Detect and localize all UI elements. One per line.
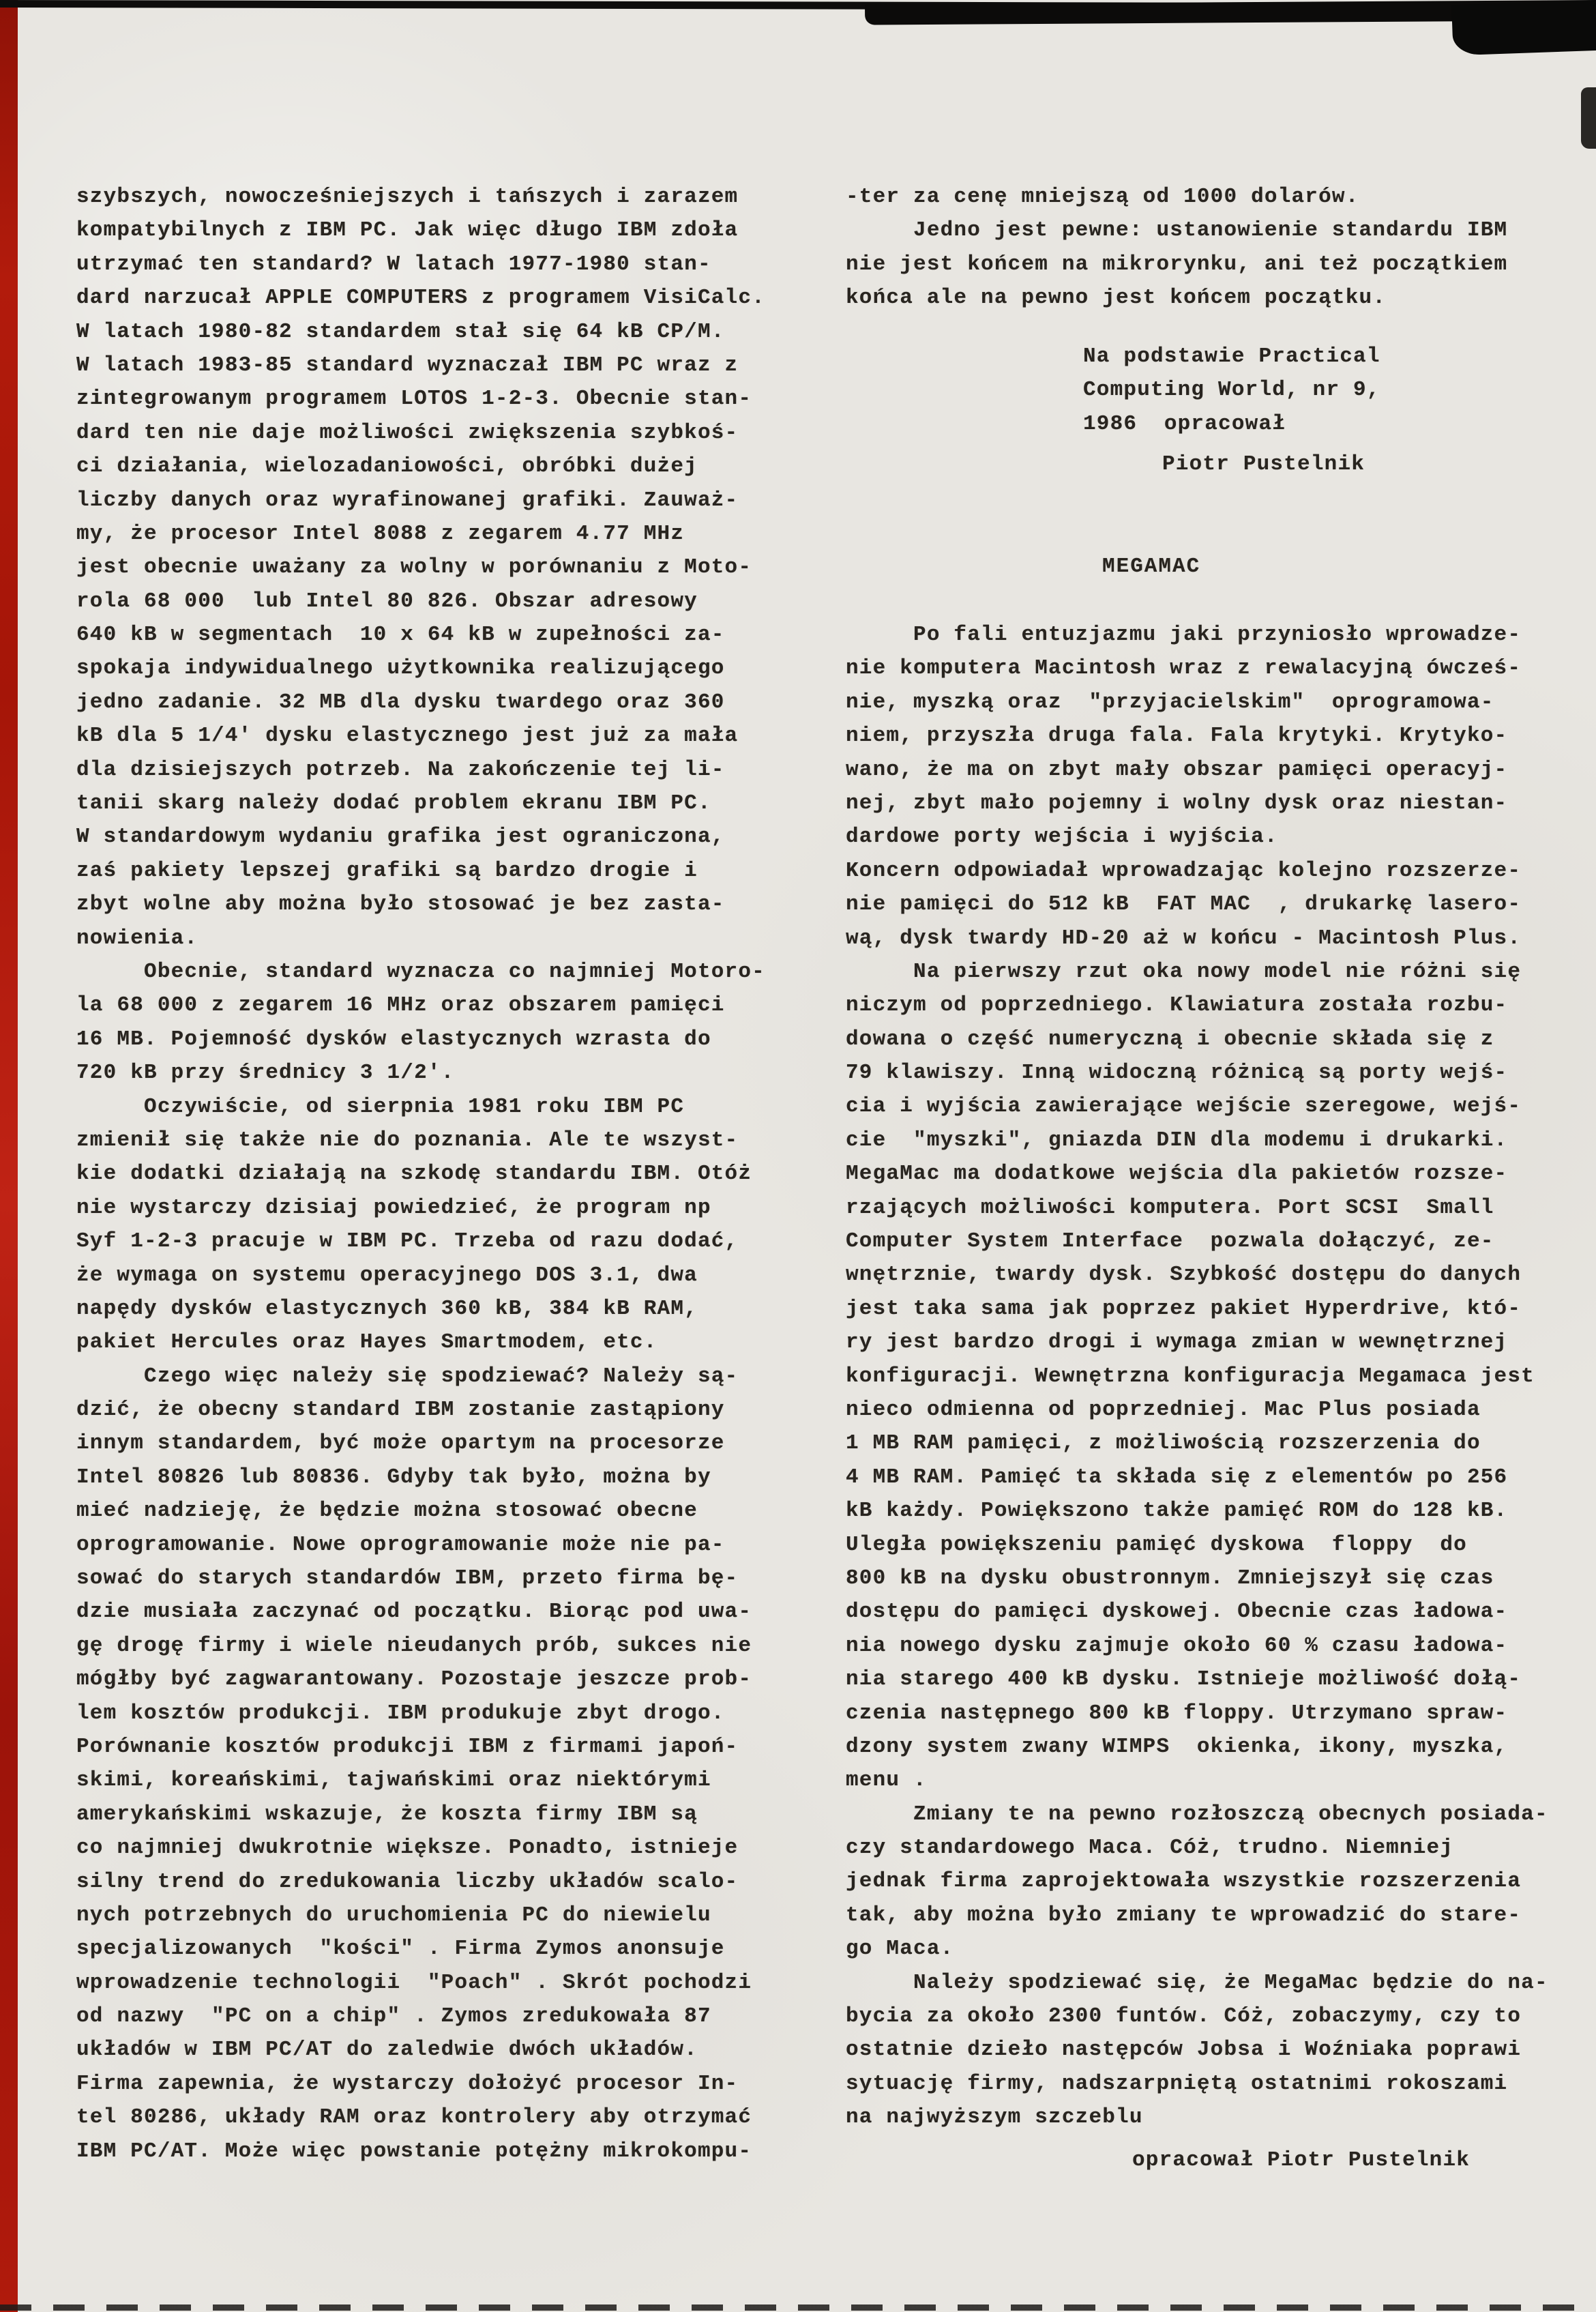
- text-line: spokaja indywidualnego użytkownika realizującego: [76, 656, 725, 681]
- text-line: W latach 1980-82 standardem stał się 64 kB CP/M.: [76, 319, 725, 344]
- text-line: że wymaga on systemu operacyjnego DOS 3.1, dwa: [76, 1263, 698, 1287]
- text-line: Koncern odpowiadał wprowadzając kolejno rozszerze-: [846, 858, 1522, 883]
- text-line: jednak firma zaprojektowała wszystkie rozszerzenia: [846, 1869, 1522, 1894]
- text-line: co najmniej dwukrotnie większe. Ponadto, istnieje: [76, 1836, 739, 1860]
- text-line: MegaMac ma dodatkowe wejścia dla pakietów rozsze-: [846, 1162, 1508, 1186]
- text-line: zintegrowanym programem LOTOS 1-2-3. Obecnie stan-: [76, 387, 752, 411]
- text-line: tak, aby można było zmiany te wprowadzić do stare-: [846, 1903, 1522, 1927]
- text-line: ry jest bardzo drogi i wymaga zmian w wewnętrznej: [846, 1330, 1508, 1355]
- text-line: układów w IBM PC/AT do zaledwie dwóch układów.: [76, 2038, 698, 2062]
- text-line: Na pierwszy rzut oka nowy model nie różni się: [846, 959, 1522, 984]
- text-line: nieco odmienna od poprzedniej. Mac Plus posiada: [846, 1397, 1481, 1422]
- text-line: innym standardem, być może opartym na procesorze: [76, 1431, 725, 1456]
- text-line: czy standardowego Maca. Cóż, trudno. Niemniej: [846, 1836, 1454, 1860]
- text-line: Computing World, nr 9,: [1083, 378, 1380, 403]
- text-line: 16 MB. Pojemność dysków elastycznych wzrasta do: [76, 1027, 711, 1051]
- text-line: pakiet Hercules oraz Hayes Smartmodem, etc.: [76, 1330, 657, 1355]
- text-line: konfiguracji. Wewnętrzna konfiguracja Megamaca jest: [846, 1364, 1535, 1388]
- text-line: zbyt wolne aby można było stosować je bez zasta-: [76, 892, 725, 917]
- text-line: jest obecnie uważany za wolny w porównaniu z Moto-: [76, 555, 752, 580]
- text-line: zmienił się także nie do poznania. Ale te wszyst-: [76, 1128, 739, 1152]
- text-line: nych potrzebnych do uruchomienia PC do niewielu: [76, 1903, 711, 1927]
- text-line: wnętrznie, twardy dysk. Szybkość dostępu do danych: [846, 1263, 1522, 1287]
- text-line: kie dodatki działają na szkodę standardu IBM. Otóż: [76, 1162, 752, 1186]
- text-line: 1986 opracował: [1083, 411, 1286, 436]
- text-line: rzających możliwości komputera. Port SCSI Small: [846, 1195, 1494, 1220]
- text-line: szybszych, nowocześniejszych i tańszych i zarazem: [76, 185, 739, 209]
- closing-credit: opracował Piotr Pustelnik: [1132, 2148, 1471, 2172]
- text-line: ci działania, wielozadaniowości, obróbki dużej: [76, 454, 698, 479]
- article-title: MEGAMAC: [1102, 555, 1201, 579]
- scanner-bottom-perforation: [0, 2304, 1596, 2311]
- text-line: nie, myszką oraz "przyjacielskim" oprogramowa-: [846, 690, 1494, 714]
- text-line: Jedno jest pewne: ustanowienie standardu IBM: [846, 218, 1508, 243]
- text-line: nowienia.: [76, 926, 198, 950]
- text-line: Na podstawie Practical: [1083, 345, 1380, 368]
- text-line: 640 kB w segmentach 10 x 64 kB w zupełności za-: [76, 623, 725, 647]
- text-line: tanii skarg należy dodać problem ekranu IBM PC.: [76, 791, 711, 816]
- text-line: nie pamięci do 512 kB FAT MAC , drukarkę lasero-: [846, 892, 1522, 917]
- text-line: amerykańskimi wskazuje, że koszta firmy IBM są: [76, 1802, 698, 1826]
- text-line: liczby danych oraz wyrafinowanej grafiki. Zauważ-: [76, 488, 739, 512]
- text-line: dostępu do pamięci dyskowej. Obecnie czas ładowa-: [846, 1600, 1508, 1624]
- text-line: bycia za około 2300 funtów. Cóż, zobaczymy, czy to: [846, 2004, 1522, 2029]
- text-line: la 68 000 z zegarem 16 MHz oraz obszarem pamięci: [76, 993, 725, 1018]
- text-line: kB każdy. Powiększono także pamięć ROM do 128 kB.: [846, 1499, 1508, 1523]
- text-line: Oczywiście, od sierpnia 1981 roku IBM PC: [76, 1094, 685, 1119]
- text-line: kompatybilnych z IBM PC. Jak więc długo IBM zdoła: [76, 218, 739, 243]
- text-line: cie "myszki", gniazda DIN dla modemu i drukarki.: [846, 1128, 1508, 1152]
- text-line: nie jest końcem na mikrorynku, ani też początkiem: [846, 252, 1508, 276]
- text-line: Intel 80826 lub 80836. Gdyby tak było, można by: [76, 1465, 711, 1489]
- text-line: wprowadzenie technologii "Poach" . Skrót pochodzi: [76, 1970, 752, 1995]
- text-line: czenia następnego 800 kB floppy. Utrzymano spraw-: [846, 1701, 1508, 1725]
- text-line: silny trend do zredukowania liczby układów scalo-: [76, 1869, 739, 1894]
- text-line: wą, dysk twardy HD-20 aż w końcu - Macintosh Plus.: [846, 926, 1522, 950]
- text-line: nie komputera Macintosh wraz z rewalacyjną ówcześ-: [846, 656, 1522, 681]
- text-line: cia i wyjścia zawierające wejście szeregowe, wejś-: [846, 1094, 1522, 1119]
- text-line: dard ten nie daje możliwości zwiększenia szybkoś-: [76, 420, 739, 445]
- text-line: od nazwy "PC on a chip" . Zymos zredukowała 87: [76, 2004, 711, 2029]
- text-line: go Maca.: [846, 1937, 954, 1961]
- text-line: tel 80286, układy RAM oraz kontrolery aby otrzymać: [76, 2105, 752, 2130]
- text-line: Uległa powiększeniu pamięć dyskowa floppy do: [846, 1532, 1467, 1557]
- text-line: nej, zbyt mało pojemny i wolny dysk oraz niestan-: [846, 791, 1508, 815]
- text-line: oprogramowanie. Nowe oprogramowanie może nie pa-: [76, 1532, 725, 1557]
- text-line: Po fali entuzjazmu jaki przyniosło wprowadze-: [846, 623, 1522, 647]
- text-line: sować do starych standardów IBM, przeto firma bę-: [76, 1566, 739, 1591]
- text-line: jest taka sama jak poprzez pakiet Hyperdrive, któ-: [846, 1296, 1522, 1321]
- text-line: dardowe porty wejścia i wyjścia.: [846, 825, 1278, 849]
- text-line: zaś pakiety lepszej grafiki są bardzo drogie i: [76, 858, 698, 883]
- left-text-column: [76, 180, 765, 2168]
- text-line: kB dla 5 1/4' dysku elastycznego jest już za mała: [76, 724, 739, 748]
- text-line: dla dzisiejszych potrzeb. Na zakończenie tej li-: [76, 757, 725, 782]
- text-line: wano, że ma on zbyt mały obszar pamięci operacyj-: [846, 757, 1508, 782]
- text-line: dzić, że obecny standard IBM zostanie zastąpiony: [76, 1398, 725, 1422]
- text-line: skimi, koreańskimi, tajwańskimi oraz niektórymi: [76, 1768, 711, 1793]
- text-line: nia starego 400 kB dysku. Istnieje możliwość dołą-: [846, 1667, 1522, 1692]
- text-line: my, że procesor Intel 8088 z zegarem 4.77 MHz: [76, 521, 685, 546]
- text-line: Syf 1-2-3 pracuje w IBM PC. Trzeba od razu dodać,: [76, 1229, 739, 1254]
- text-line: dzony system zwany WIMPS okienka, ikony, myszka,: [846, 1734, 1508, 1759]
- text-line: 800 kB na dysku obustronnym. Zmniejszył się czas: [846, 1566, 1494, 1590]
- text-line: sytuację firmy, nadszarpniętą ostatnimi rokoszami: [846, 2071, 1508, 2096]
- text-line: na najwyższym szczeblu: [846, 2105, 1143, 2130]
- text-line: Computer System Interface pozwala dołączyć, ze-: [846, 1229, 1494, 1254]
- text-line: Zmiany te na pewno rozłoszczą obecnych posiada-: [846, 1802, 1548, 1826]
- text-line: -ter za cenę mniejszą od 1000 dolarów.: [846, 185, 1359, 209]
- source-credit-author: Piotr Pustelnik: [1162, 452, 1365, 476]
- text-line: specjalizowanych "kości" . Firma Zymos anonsuje: [76, 1937, 725, 1961]
- text-line: dowana o część numeryczną i obecnie składa się z: [846, 1027, 1494, 1051]
- text-line: IBM PC/AT. Może więc powstanie potężny mikrokompu-: [76, 2139, 752, 2163]
- text-line: 720 kB przy średnicy 3 1/2'.: [76, 1061, 455, 1085]
- text-line: ostatnie dzieło następców Jobsa i Woźniaka poprawi: [846, 2038, 1522, 2062]
- text-line: Firma zapewnia, że wystarczy dołożyć procesor In-: [76, 2071, 739, 2096]
- text-line: mieć nadzieję, że będzie można stosować obecne: [76, 1499, 698, 1523]
- text-line: Obecnie, standard wyznacza co najmniej Motoro-: [76, 959, 765, 984]
- text-line: menu .: [846, 1768, 927, 1793]
- text-line: W latach 1983-85 standard wyznaczał IBM PC wraz z: [76, 353, 739, 377]
- text-line: końca ale na pewno jest końcem początku.: [846, 286, 1387, 310]
- right-column-intro-paragraph: [846, 180, 1507, 315]
- text-line: niczym od poprzedniego. Klawiatura została rozbu-: [846, 993, 1508, 1018]
- text-line: napędy dysków elastycznych 360 kB, 384 kB RAM,: [76, 1296, 698, 1321]
- source-credit-block: [1083, 340, 1380, 441]
- text-line: gę drogę firmy i wiele nieudanych prób, sukces nie: [76, 1633, 752, 1658]
- text-line: W standardowym wydaniu grafika jest ograniczona,: [76, 825, 725, 849]
- text-line: utrzymać ten standard? W latach 1977-1980 stan-: [76, 252, 711, 276]
- text-line: nia nowego dysku zajmuje około 60 % czasu ładowa-: [846, 1633, 1508, 1658]
- red-margin-stripe: [0, 0, 18, 2312]
- text-line: dzie musiała zaczynać od początku. Biorąc pod uwa-: [76, 1600, 752, 1624]
- text-line: dard narzucał APPLE COMPUTERS z programem VisiCalc.: [76, 286, 765, 310]
- text-line: 79 klawiszy. Inną widoczną różnicą są porty wejś-: [846, 1061, 1508, 1085]
- text-line: jedno zadanie. 32 MB dla dysku twardego oraz 360: [76, 690, 725, 714]
- right-text-column: [846, 618, 1548, 2135]
- text-line: 4 MB RAM. Pamięć ta składa się z elementów po 256: [846, 1465, 1508, 1489]
- text-line: Należy spodziewać się, że MegaMac będzie do na-: [846, 1970, 1548, 1995]
- text-line: rola 68 000 lub Intel 80 826. Obszar adresowy: [76, 589, 698, 613]
- text-line: Porównanie kosztów produkcji IBM z firmami japoń-: [76, 1734, 739, 1759]
- text-line: mógłby być zagwarantowany. Pozostaje jeszcze prob-: [76, 1667, 752, 1692]
- text-line: lem kosztów produkcji. IBM produkuje zbyt drogo.: [76, 1701, 725, 1725]
- scanner-edge-mark: [1581, 87, 1596, 149]
- text-line: nie wystarczy dzisiaj powiedzieć, że program np: [76, 1195, 711, 1220]
- text-line: Czego więc należy się spodziewać? Należy są-: [76, 1364, 739, 1388]
- text-line: niem, przyszła druga fala. Fala krytyki. Krytyko-: [846, 724, 1508, 748]
- text-line: 1 MB RAM pamięci, z możliwością rozszerzenia do: [846, 1431, 1481, 1456]
- scanner-corner-shadow: [1451, 0, 1596, 55]
